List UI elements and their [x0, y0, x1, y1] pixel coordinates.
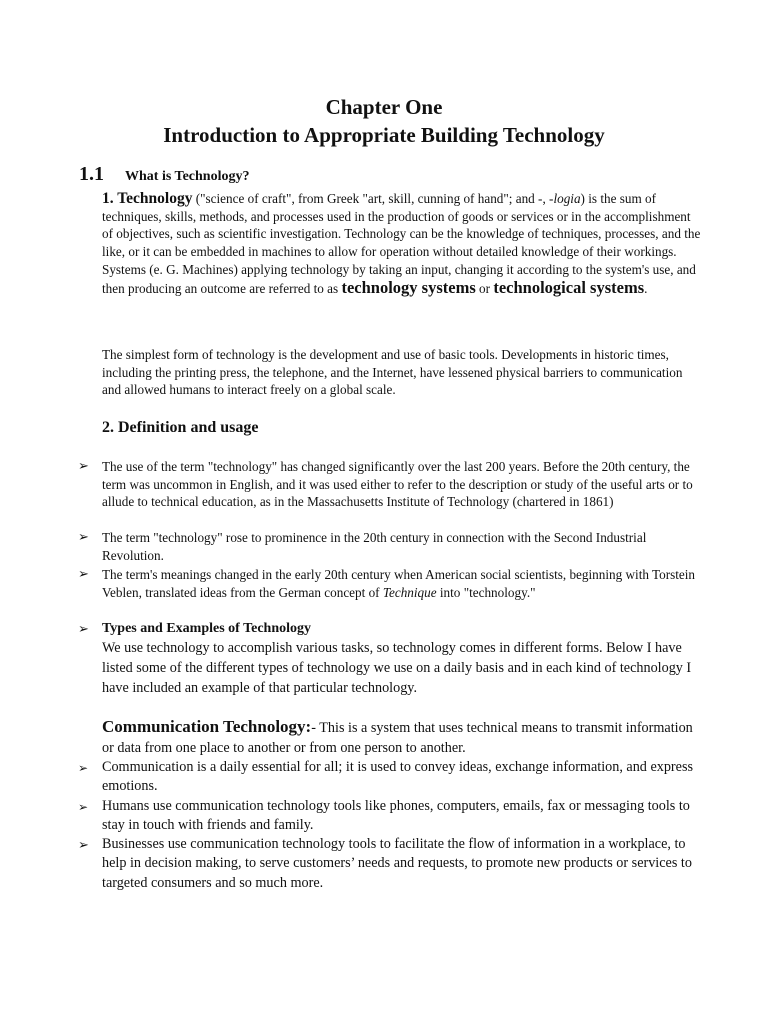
definition-bullet-3-italic: Technique	[382, 584, 437, 600]
term-or: or	[475, 280, 494, 296]
communication-body: - This is a system that uses technical means to transmit information or data from one place to another or from one person to another.	[102, 720, 693, 756]
arrow-bullet-icon: ➢	[78, 530, 89, 545]
arrow-bullet-icon: ➢	[78, 761, 89, 775]
types-heading: Types and Examples of Technology	[102, 621, 312, 636]
definition-bullet-3	[102, 566, 702, 601]
definition-bullet-1: The use of the term "technology" has changed significantly over the last 200 years. Before the 20th century, the term was uncommon in English, and it was used either to refer to the description or study of the useful arts or to allude to technical education, as in the Massachusetts Institute of Technology (chartered in 1861)	[102, 459, 693, 510]
chapter-main-title: Introduction to Appropriate Building Technology	[163, 123, 605, 147]
definition-bullet-3-b: into "technology."	[436, 584, 536, 600]
technology-intro-logia: logia	[553, 191, 581, 206]
definition-bullet-3-a: The term's meanings changed in the early 20th century when American social scientists, beginning with Torstein Veblen, translated ideas from the German concept of	[102, 567, 696, 600]
term-technology-systems: technology systems	[341, 277, 476, 297]
section-title: What is Technology?	[125, 169, 250, 184]
communication-bullet-1: Communication is a daily essential for all; it is used to convey ideas, exchange information, and express emotions.	[102, 759, 693, 795]
technology-paragraph-2: The simplest form of technology is the development and use of basic tools. Developments in historic times, including the printing press, the telephone, and the Internet, have lessened physical barriers to communication and allowed humans to interact freely on a global scale.	[102, 347, 683, 398]
types-body: We use technology to accomplish various tasks, so technology comes in different forms. Below I have listed some of the different types of technology we use on a daily basis and in each kind of technology I have included an example of that particular technology.	[102, 640, 692, 696]
chapter-number-title: Chapter One	[325, 95, 443, 119]
technology-intro-a: ("science of craft", from Greek "art, skill, cunning of hand"; and -, -	[192, 191, 554, 206]
technology-paragraph	[102, 190, 702, 297]
technology-heading: 1. Technology	[102, 190, 193, 207]
communication-bullet-3: Businesses use communication technology tools to facilitate the flow of information in a workplace, to help in decision making, to serve customers’ needs and requests, to promote new products or services to targeted consumers and so much more.	[102, 836, 692, 891]
communication-bullet-2: Humans use communication technology tools like phones, computers, emails, fax or messaging tools to stay in touch with friends and family.	[102, 798, 690, 834]
definition-heading: 2. Definition and usage	[102, 419, 259, 436]
arrow-bullet-icon: ➢	[78, 459, 89, 474]
technology-end: .	[644, 280, 648, 296]
arrow-bullet-icon: ➢	[78, 567, 89, 582]
section-number: 1.1	[79, 163, 104, 185]
technology-intro-b: ) is the sum of techniques, skills, methods, and processes used in the production of goods or services or in the accomplishment of objectives, such as scientific investigation. Technology can be the knowledge of techniques, processes, and the like, or it can be embedded in machines to allow for operation without detailed knowledge of their workings. Systems (e. G. Machines) applying technology by taking an input, changing it according to the system's use, and then producing an outcome are referred to as	[102, 191, 701, 296]
arrow-bullet-icon: ➢	[78, 838, 89, 853]
communication-heading: Communication Technology:	[102, 717, 312, 736]
arrow-bullet-icon: ➢	[78, 800, 89, 814]
arrow-bullet-icon: ➢	[78, 622, 89, 637]
communication-paragraph	[102, 717, 702, 759]
term-technological-systems: technological systems	[493, 277, 645, 297]
definition-bullet-2: The term "technology" rose to prominence in the 20th century in connection with the Second Industrial Revolution.	[102, 530, 647, 563]
